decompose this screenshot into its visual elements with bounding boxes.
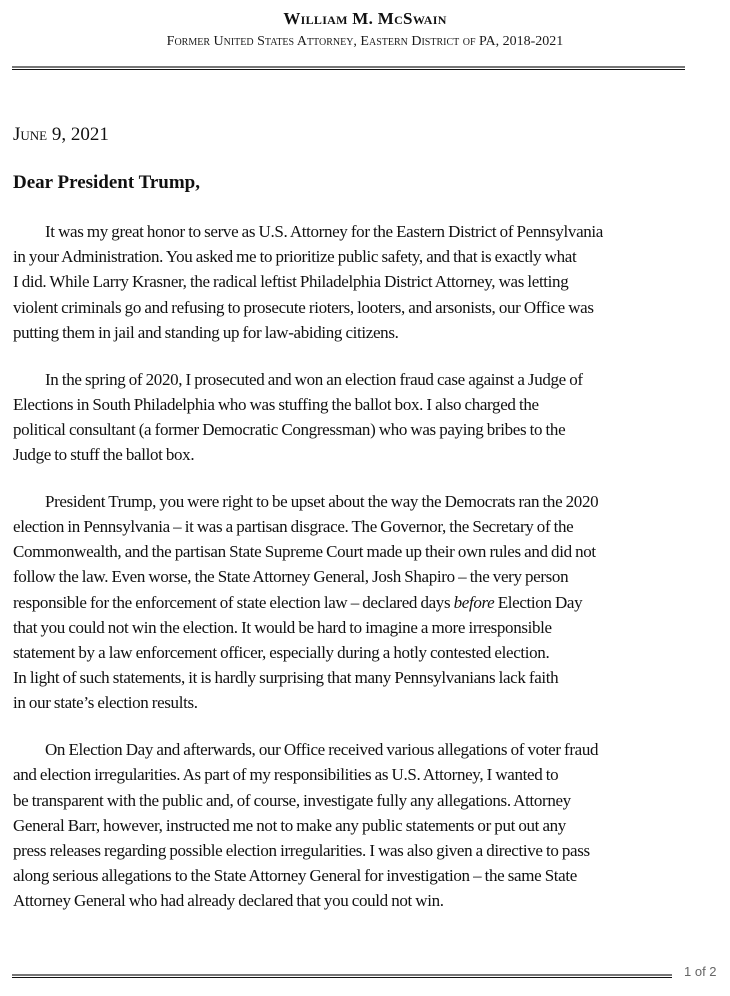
paragraph-line: Elections in South Philadelphia who was stuffing the ballot box. I also charged the	[13, 394, 539, 414]
emphasized-word: before	[453, 592, 495, 612]
paragraph-line: press releases regarding possible election irregularities. I was also given a directive to pass	[13, 840, 590, 860]
paragraph-line: violent criminals go and refusing to prosecute rioters, looters, and arsonists, our Office was	[13, 297, 594, 317]
paragraph-line: in our state’s election results.	[13, 693, 198, 713]
letterhead-name: William M. McSwain	[283, 9, 447, 28]
paragraph-line: General Barr, however, instructed me not to make any public statements or put out any	[13, 815, 566, 835]
paragraph-line-with-emphasis	[13, 590, 713, 615]
letterhead-title: Former United States Attorney, Eastern District of PA, 2018-2021	[166, 34, 564, 49]
paragraph-line: In light of such statements, it is hardly surprising that many Pennsylvanians lack faith	[13, 668, 559, 688]
paragraph-line: On Election Day and afterwards, our Office received various allegations of voter fraud	[45, 740, 599, 760]
paragraph-line: follow the law. Even worse, the State Attorney General, Josh Shapiro – the very person	[13, 567, 569, 587]
paragraph-line: in your Administration. You asked me to prioritize public safety, and that is exactly what	[13, 247, 577, 267]
paragraph-line: It was my great honor to serve as U.S. Attorney for the Eastern District of Pennsylvania	[45, 222, 603, 241]
paragraph-3	[13, 489, 713, 716]
paragraph-1	[13, 219, 713, 345]
paragraph-line: and election irregularities. As part of my responsibilities as U.S. Attorney, I wanted to	[13, 765, 559, 785]
paragraph-line: Commonwealth, and the partisan State Supreme Court made up their own rules and did not	[13, 542, 596, 562]
header-divider	[12, 66, 685, 70]
page-indicator: 1 of 2	[684, 964, 717, 979]
paragraph-line: Judge to stuff the ballot box.	[13, 445, 195, 465]
paragraph-line: political consultant (a former Democratic Congressman) who was paying bribes to the	[13, 419, 566, 439]
paragraph-line: statement by a law enforcement officer, especially during a hotly contested election.	[13, 643, 550, 663]
salutation: Dear President Trump,	[13, 172, 201, 193]
paragraph-line: In the spring of 2020, I prosecuted and won an election fraud case against a Judge of	[45, 369, 583, 389]
paragraph-line: President Trump, you were right to be upset about the way the Democrats ran the 2020	[45, 491, 599, 511]
footer-divider	[12, 974, 672, 978]
paragraph-line: I did. While Larry Krasner, the radical leftist Philadelphia District Attorney, was letting	[13, 272, 569, 292]
paragraph-line: putting them in jail and standing up for law-abiding citizens.	[13, 322, 399, 342]
line-text: Election Day	[494, 592, 583, 612]
paragraph-line: that you could not win the election. It would be hard to imagine a more irresponsible	[13, 617, 552, 637]
paragraph-line: along serious allegations to the State Attorney General for investigation – the same State	[13, 866, 577, 886]
paragraph-line: Attorney General who had already declared that you could not win.	[13, 891, 444, 911]
paragraph-4	[13, 737, 713, 913]
paragraph-2	[13, 367, 713, 468]
letterhead	[0, 8, 730, 52]
paragraph-line: election in Pennsylvania – it was a partisan disgrace. The Governor, the Secretary of the	[13, 517, 574, 537]
paragraph-line: be transparent with the public and, of course, investigate fully any allegations. Attorney	[13, 790, 571, 810]
line-text: responsible for the enforcement of state election law – declared days	[13, 592, 454, 612]
letter-body	[13, 219, 713, 935]
letter-date: June 9, 2021	[13, 124, 109, 145]
